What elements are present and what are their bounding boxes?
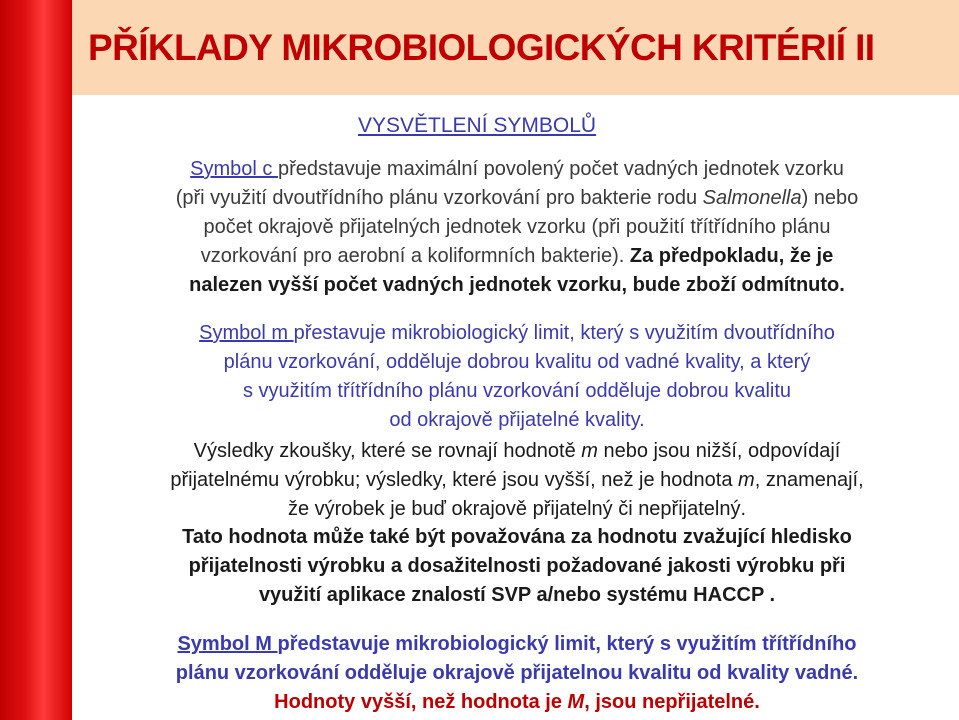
paragraph-symbol-m [82,319,952,435]
symbol-label: Symbol m [199,322,294,344]
text-run-italic: M [567,691,585,713]
symbol-label: Symbol c [190,158,278,180]
text-run-italic: m [738,469,755,491]
paragraph-bold-note [82,523,952,610]
text-run: Výsledky zkoušky, které se rovnají hodnotě [193,440,582,462]
symbol-label: Symbol M [177,633,278,655]
paragraph-line: že výrobek je buď okrajově přijatelný či nepřijatelný. [287,498,747,520]
paragraph-line: Tato hodnota může také být považována za hodnotu zvažující hledisko [182,526,852,548]
paragraph-line [82,242,952,271]
slide-sidebar [0,0,72,720]
paragraph-line [82,319,952,348]
paragraph-line: plánu vzorkování, odděluje dobrou kvalitu od vadné kvality, a který [223,351,811,373]
slide-title: PŘÍKLADY MIKROBIOLOGICKÝCH KRITÉRIÍ II [88,27,875,68]
text-run: představuje mikrobiologický limit, který s využitím třítřídního [277,633,857,655]
paragraph-line [82,437,952,466]
text-run: přijatelnému výrobku; výsledky, které jsou vyšší, než je hodnota [170,469,739,491]
text-run-bold: Za předpokladu, že je [629,245,834,267]
paragraph-line: nalezen vyšší počet vadných jednotek vzorku, bude zboží odmítnuto. [189,274,845,296]
paragraph-line: využití aplikace znalostí SVP a/nebo systému HACCP . [258,584,776,606]
paragraph-symbol-M [82,630,952,717]
text-run: , znamenají, [754,469,864,491]
paragraph-line: s využitím třítřídního plánu vzorkování odděluje dobrou kvalitu [242,380,792,402]
text-run-italic: Salmonella [702,187,802,209]
paragraph-line [82,184,952,213]
paragraph-line: přijatelnosti výrobku a dosažitelnosti požadované jakosti výrobku při [188,555,846,577]
paragraph-line: plánu vzorkování odděluje okrajově přijatelnou kvalitu od kvality vadné. [175,662,859,684]
text-run: ) nebo [801,187,859,209]
paragraph-line [82,688,952,717]
text-run: představuje maximální povolený počet vadných jednotek vzorku [277,158,844,180]
text-run-italic: m [581,440,598,462]
section-title: VYSVĚTLENÍ SYMBOLŮ [358,114,597,137]
paragraph-symbol-c [82,155,952,300]
paragraph-line [82,630,952,659]
paragraph-line: od okrajově přijatelné kvality. [389,409,645,431]
text-run: , jsou nepřijatelné. [584,691,760,713]
paragraph-line [82,466,952,495]
text-run: nebo jsou nižší, odpovídají [597,440,841,462]
text-run: vzorkování pro aerobní a koliformních bakterie). [200,245,630,267]
paragraph-results [82,437,952,524]
paragraph-line [82,155,952,184]
text-run: Hodnoty vyšší, než hodnota je [274,691,568,713]
paragraph-line: počet okrajově přijatelných jednotek vzorku (při použití třítřídního plánu [203,216,831,238]
text-run: (při využití dvoutřídního plánu vzorkování pro bakterie rodu [175,187,703,209]
text-run: přestavuje mikrobiologický limit, který s využitím dvoutřídního [293,322,835,344]
